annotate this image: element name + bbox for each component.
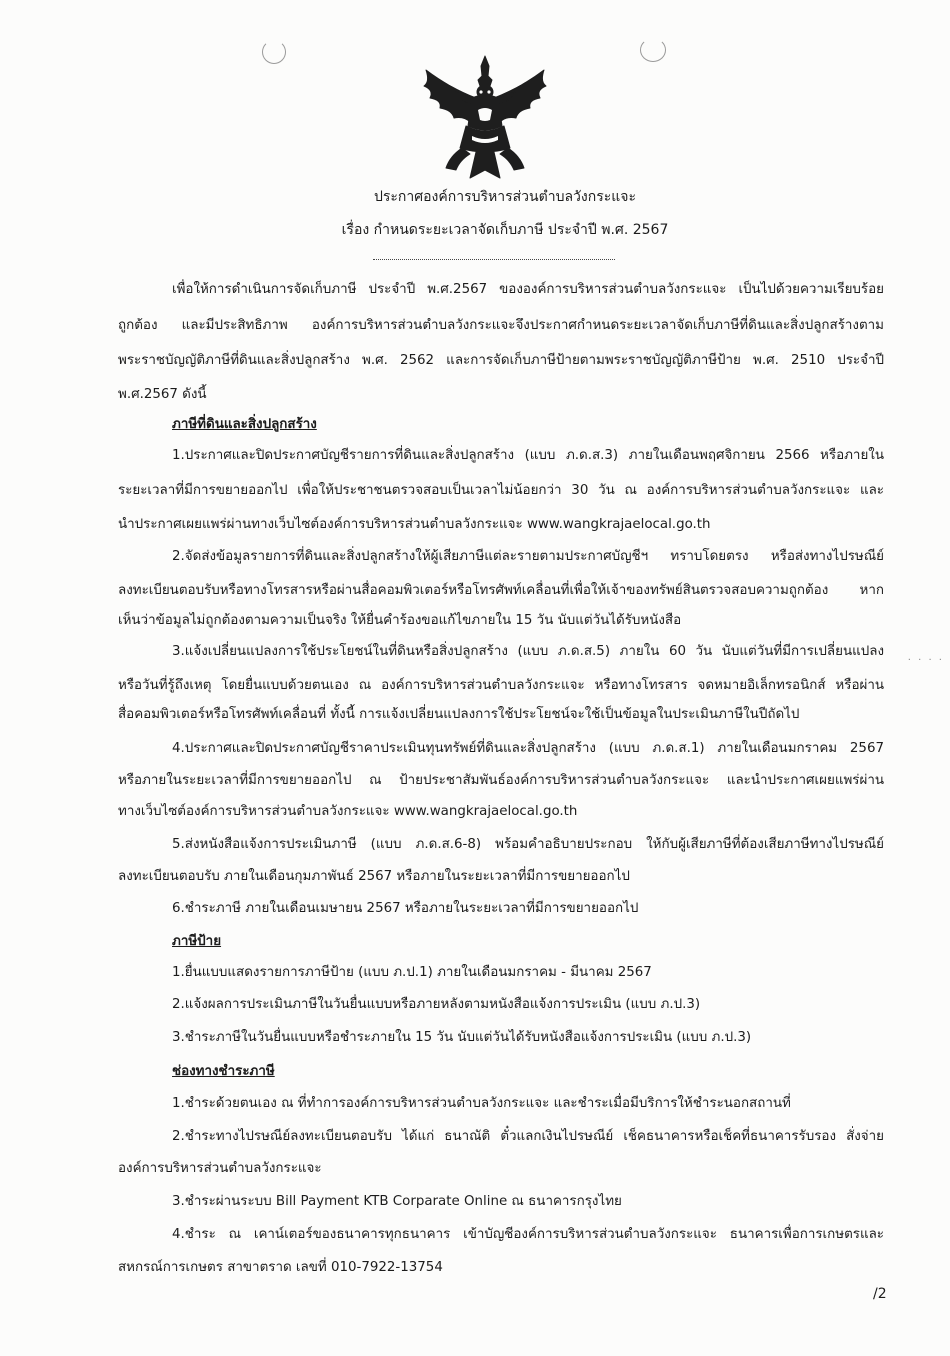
garuda-emblem-icon: [420, 52, 550, 182]
intro-line: พระราชบัญญัติภาษีที่ดินและสิ่งปลูกสร้าง พ.ศ. 2562 และการจัดเก็บภาษีป้ายตามพระราชบัญญัติภาษีป้าย พ.ศ. 2510 ประจำปี: [118, 353, 884, 368]
payment-item-3-line: 3.ชำระผ่านระบบ Bill Payment KTB Corparate Online ณ ธนาคารกรุงไทย: [172, 1194, 622, 1209]
intro-line: ถูกต้อง และมีประสิทธิภาพ องค์การบริหารส่วนตำบลวังกระแจะจึงประกาศกำหนดระยะเวลาจัดเก็บภาษีที่ดินและสิ่งปลูกสร้างตาม: [118, 318, 884, 333]
land-item-2-line: 2.จัดส่งข้อมูลรายการที่ดินและสิ่งปลูกสร้างให้ผู้เสียภาษีแต่ละรายตามประกาศบัญชีฯ ทราบโดยตรง หรือส่งทางไปรษณีย์: [172, 549, 884, 564]
land-item-1-line: 1.ประกาศและปิดประกาศบัญชีรายการที่ดินและสิ่งปลูกสร้าง (แบบ ภ.ด.ส.3) ภายในเดือนพฤศจิกายน 2566 หรือภายใน: [172, 448, 884, 463]
punch-hole-right: [640, 38, 666, 62]
payment-item-1-line: 1.ชำระด้วยตนเอง ณ ที่ทำการองค์การบริหารส่วนตำบลวังกระแจะ และชำระเมื่อมีบริการให้ชำระนอกสถานที่: [172, 1096, 791, 1111]
land-item-1-line: นำประกาศเผยแพร่ผ่านทางเว็บไซต์องค์การบริหารส่วนตำบลวังกระแจะ www.wangkrajaelocal.go.th: [118, 517, 711, 532]
payment-item-4-line: 4.ชำระ ณ เคาน์เตอร์ของธนาคารทุกธนาคาร เข้าบัญชีองค์การบริหารส่วนตำบลวังกระแจะ ธนาคารเพื่อการเกษตรและ: [172, 1227, 884, 1242]
land-item-4-line: หรือภายในระยะเวลาที่มีการขยายออกไป ณ ป้ายประชาสัมพันธ์องค์การบริหารส่วนตำบลวังกระแจะ และนำประกาศเผยแพร่ผ่าน: [118, 773, 884, 788]
land-item-5-line: 5.ส่งหนังสือแจ้งการประเมินภาษี (แบบ ภ.ด.ส.6-8) พร้อมคำอธิบายประกอบ ให้กับผู้เสียภาษีที่ต้องเสียภาษีทางไปรษณีย์: [172, 837, 884, 852]
section-heading-land-tax: ภาษีที่ดินและสิ่งปลูกสร้าง: [172, 417, 317, 432]
intro-line: เพื่อให้การดำเนินการจัดเก็บภาษี ประจำปี พ.ศ.2567 ขององค์การบริหารส่วนตำบลวังกระแจะ เป็นไปด้วยความเรียบร้อย: [172, 282, 884, 297]
announcement-title: ประกาศองค์การบริหารส่วนตำบลวังกระแจะ: [374, 189, 636, 205]
land-item-5-line: ลงทะเบียนตอบรับ ภายในเดือนกุมภาพันธ์ 2567 หรือภายในระยะเวลาที่มีการขยายออกไป: [118, 869, 630, 884]
land-item-2-line: ลงทะเบียนตอบรับหรือทางโทรสารหรือผ่านสื่อคอมพิวเตอร์หรือโทรศัพท์เคลื่อนที่เพื่อให้เจ้าของทรัพย์สินตรวจสอบความถูกต้อง หาก: [118, 583, 884, 598]
land-item-2-line: เห็นว่าข้อมูลไม่ถูกต้องตามความเป็นจริง ให้ยื่นคำร้องขอแก้ไขภายใน 15 วัน นับแต่วันได้รับหนังสือ: [118, 613, 682, 628]
land-item-4-line: 4.ประกาศและปิดประกาศบัญชีราคาประเมินทุนทรัพย์ที่ดินและสิ่งปลูกสร้าง (แบบ ภ.ด.ส.1) ภายในเดือนมกราคม 2567: [172, 741, 884, 756]
sign-item: 2.แจ้งผลการประเมินภาษีในวันยื่นแบบหรือภายหลังตามหนังสือแจ้งการประเมิน (แบบ ภ.ป.3): [172, 997, 701, 1012]
payment-item-4-line: สหกรณ์การเกษตร สาขาตราด เลขที่ 010-7922-13754: [118, 1260, 443, 1275]
land-item-6-line: 6.ชำระภาษี ภายในเดือนเมษายน 2567 หรือภายในระยะเวลาที่มีการขยายออกไป: [172, 901, 639, 916]
land-item-3-line: 3.แจ้งเปลี่ยนแปลงการใช้ประโยชน์ในที่ดินหรือสิ่งปลูกสร้าง (แบบ ภ.ด.ส.5) ภายใน 60 วัน นับแต่วันที่มีการเปลี่ยนแปลง: [172, 644, 884, 659]
payment-item-2-line: 2.ชำระทางไปรษณีย์ลงทะเบียนตอบรับ ได้แก่ ธนาณัติ ตั๋วแลกเงินไปรษณีย์ เช็คธนาคารหรือเช็คที่ธนาคารรับรอง สั่งจ่าย: [172, 1129, 884, 1144]
punch-hole-left: [262, 40, 286, 64]
payment-item-2-line: องค์การบริหารส่วนตำบลวังกระแจะ: [118, 1161, 322, 1176]
page-number: /2: [873, 1286, 887, 1302]
sign-item: 3.ชำระภาษีในวันยื่นแบบหรือชำระภายใน 15 วัน นับแต่วันได้รับหนังสือแจ้งการประเมิน (แบบ ภ.ป.3): [172, 1030, 752, 1045]
land-item-1-line: ระยะเวลาที่มีการขยายออกไป เพื่อให้ประชาชนตรวจสอบเป็นเวลาไม่น้อยกว่า 30 วัน ณ องค์การบริหารส่วนตำบลวังกระแจะ และ: [118, 483, 884, 498]
land-item-3-line: หรือวันที่รู้ถึงเหตุ โดยยื่นแบบด้วยตนเอง ณ องค์การบริหารส่วนตำบลวังกระแจะ หรือทางโทรสาร จดหมายอิเล็กทรอนิกส์ หรือผ่าน: [118, 678, 884, 693]
section-heading-payment: ช่องทางชำระภาษี: [172, 1064, 275, 1079]
edge-mark: · · · ·: [907, 655, 944, 666]
land-item-4-line: ทางเว็บไซต์องค์การบริหารส่วนตำบลวังกระแจะ www.wangkrajaelocal.go.th: [118, 804, 578, 819]
sign-item: 1.ยื่นแบบแสดงรายการภาษีป้าย (แบบ ภ.ป.1) ภายในเดือนมกราคม - มีนาคม 2567: [172, 965, 652, 980]
section-heading-sign-tax: ภาษีป้าย: [172, 934, 222, 949]
announcement-subject: เรื่อง กำหนดระยะเวลาจัดเก็บภาษี ประจำปี พ.ศ. 2567: [341, 222, 669, 238]
intro-line: พ.ศ.2567 ดังนี้: [118, 387, 207, 402]
land-item-3-line: สื่อคอมพิวเตอร์หรือโทรศัพท์เคลื่อนที่ ทั้งนี้ การแจ้งเปลี่ยนแปลงการใช้ประโยชน์จะใช้เป็นข้อมูลในประเมินภาษีในปีถัดไป: [118, 707, 800, 722]
dotted-separator: [373, 259, 615, 260]
